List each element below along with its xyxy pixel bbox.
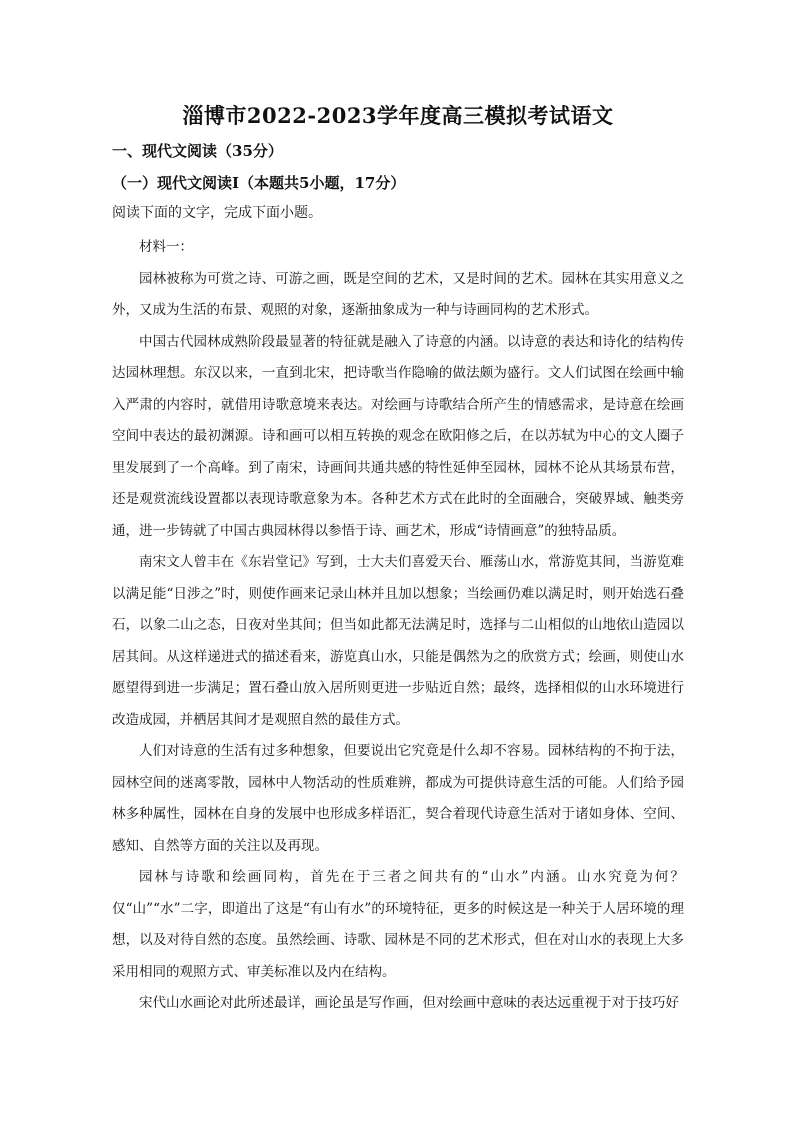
paragraph-5: 园林与诗歌和绘画同构，首先在于三者之间共有的“山水”内涵。山水究竟为何？仅“山”“水”二字，即道出了这是“有山有水”的环境特征，更多的时候这是一种关于人居环境的理想，以及对待自然的态度。虽然绘画、诗歌、园林是不同的艺术形式，但在对山水的表现上大多采用相同的观照方式、审美标准以及内在结构。 (112, 869, 684, 980)
paragraph-6: 宋代山水画论对此所述最详，画论虽是写作画，但对绘画中意味的表达远重视于对于技巧好 (139, 995, 679, 1011)
page-title: 淄博市2022-2023学年度高三模拟考试语文 (182, 103, 614, 128)
instruction-text: 阅读下面的文字，完成下面小题。 (112, 205, 322, 221)
material-label: 材料一： (139, 239, 193, 255)
paragraph-1: 园林被称为可赏之诗、可游之画，既是空间的艺术，又是时间的艺术。园林在其实用意义之外，又成为生活的布景、观照的对象，逐渐抽象成为一种与诗画同构的艺术形式。 (112, 270, 684, 318)
subsection-heading: （一）现代文阅读Ⅰ（本题共5小题，17分） (112, 174, 406, 192)
section-heading: 一、现代文阅读（35分） (112, 142, 283, 160)
paragraph-3: 南宋文人曾丰在《东岩堂记》写到，士大夫们喜爱天台、雁荡山水，常游览其间，当游览难以满足能“日涉之”时，则使作画来记录山林并且加以想象；当绘画仍难以满足时，则开始选石叠石，以象二山之态，日夜对坐其间；但当如此都无法满足时，选择与二山相似的山地依山造园以居其间。从这样递进式的描述看来，游览真山水，只能是偶然为之的欣赏方式；绘画，则使山水愿望得到进一步满足；置石叠山放入居所则更进一步贴近自然；最终，选择相似的山水环境进行改造成园，并栖居其间才是观照自然的最佳方式。 (112, 554, 684, 728)
paragraph-4: 人们对诗意的生活有过多种想象，但要说出它究竟是什么却不容易。园林结构的不拘于法，园林空间的迷离零散，园林中人物活动的性质难辨，都成为可提供诗意生活的可能。人们给予园林多种属性，园林在自身的发展中也形成多样语汇，契合着现代诗意生活对于诸如身体、空间、感知、自然等方面的关注以及再现。 (112, 743, 684, 854)
paragraph-2: 中国古代园林成熟阶段最显著的特征就是融入了诗意的内涵。以诗意的表达和诗化的结构传达园林理想。东汉以来，一直到北宋，把诗歌当作隐喻的做法颇为盛行。文人们试图在绘画中输入严肃的内容时，就借用诗歌意境来表达。对绘画与诗歌结合所产生的情感需求，是诗意在绘画空间中表达的最初渊源。诗和画可以相互转换的观念在欧阳修之后，在以苏轼为中心的文人圈子里发展到了一个高峰。到了南宋，诗画间共通共感的特性延伸至园林，园林不论从其场景布营，还是观赏流线设置都以表现诗歌意象为本。各种艺术方式在此时的全面融合，突破界域、触类旁通，进一步铸就了中国古典园林得以参悟于诗、画艺术，形成“诗情画意”的独特品质。 (112, 333, 684, 539)
